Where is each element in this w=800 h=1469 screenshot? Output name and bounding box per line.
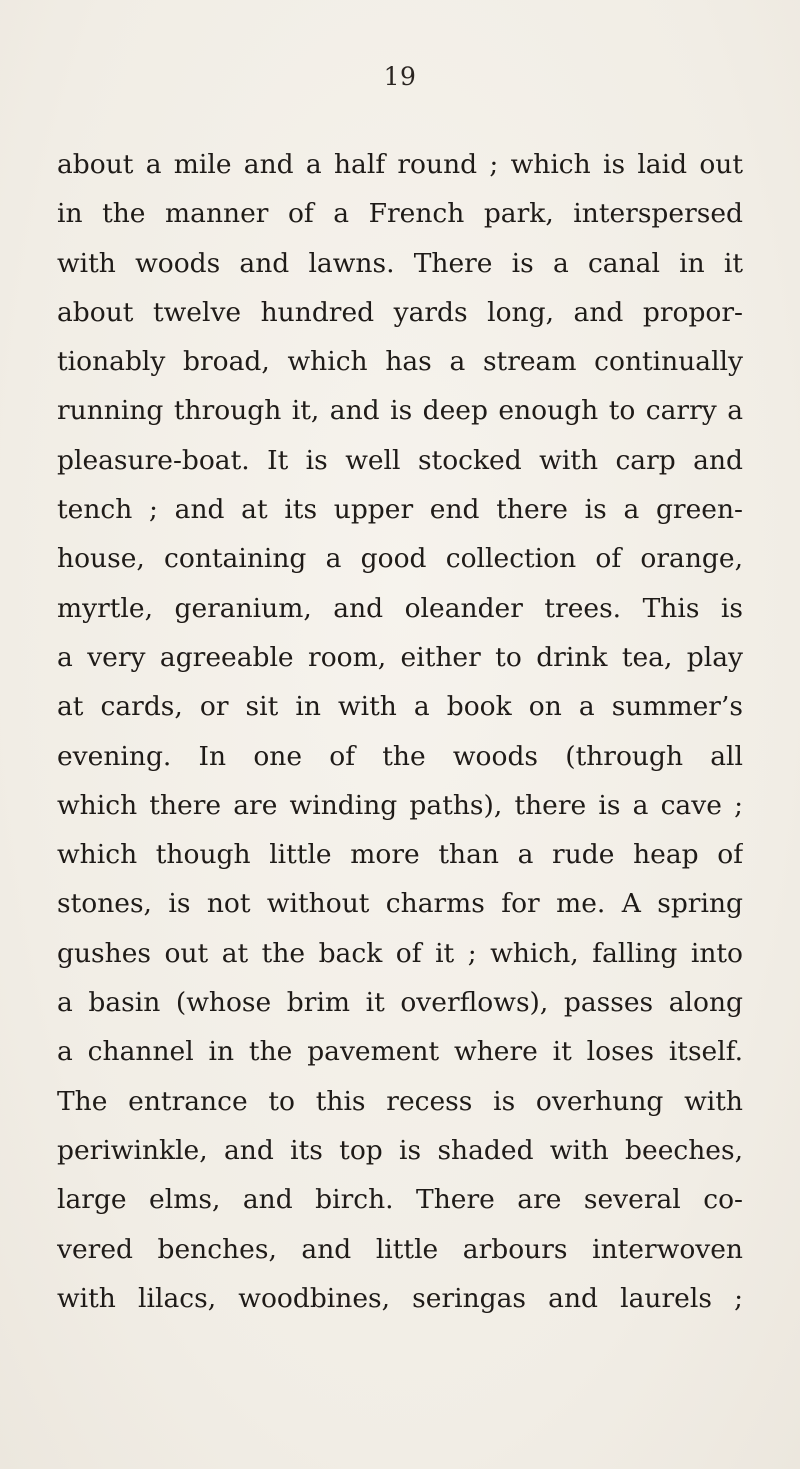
text-line: a very agreeable room, either to drink tea, play	[57, 641, 743, 673]
text-line: myrtle, geranium, and oleander trees. This is	[57, 592, 743, 624]
text-line: gushes out at the back of it ; which, falling into	[57, 937, 743, 969]
text-line: about a mile and a half round ; which is laid out	[57, 149, 743, 180]
text-line: periwinkle, and its top is shaded with beeches,	[57, 1134, 743, 1166]
text-line: which there are winding paths), there is a cave ;	[57, 789, 743, 821]
text-line: stones, is not without charms for me. A spring	[57, 888, 743, 920]
text-line: at cards, or sit in with a book on a summer’s	[57, 691, 743, 723]
text-line: with lilacs, woodbines, seringas and laurels ;	[57, 1282, 743, 1314]
text-line: evening. In one of the woods (through all	[57, 740, 743, 772]
text-line: vered benches, and little arbours interwoven	[57, 1233, 743, 1265]
body-text	[57, 140, 743, 1323]
text-line: about twelve hundred yards long, and propor-	[57, 296, 743, 328]
text-line: pleasure-boat. It is well stocked with carp and	[57, 444, 743, 476]
text-line: tionably broad, which has a stream continually	[57, 346, 743, 378]
text-line: large elms, and birch. There are several co-	[57, 1184, 743, 1216]
text-line: in the manner of a French park, interspersed	[57, 198, 743, 230]
text-line: with woods and lawns. There is a canal in it	[57, 247, 743, 279]
text-line: which though little more than a rude heap of	[57, 839, 743, 871]
text-line: The entrance to this recess is overhung with	[57, 1085, 743, 1117]
text-line: tench ; and at its upper end there is a green-	[57, 494, 743, 526]
text-line: a channel in the pavement where it loses itself.	[57, 1036, 743, 1068]
text-line: a basin (whose brim it overflows), passes along	[57, 987, 743, 1019]
text-line: house, containing a good collection of orange,	[57, 543, 743, 575]
text-line: running through it, and is deep enough to carry a	[57, 395, 743, 427]
page-number: 19	[383, 62, 417, 91]
